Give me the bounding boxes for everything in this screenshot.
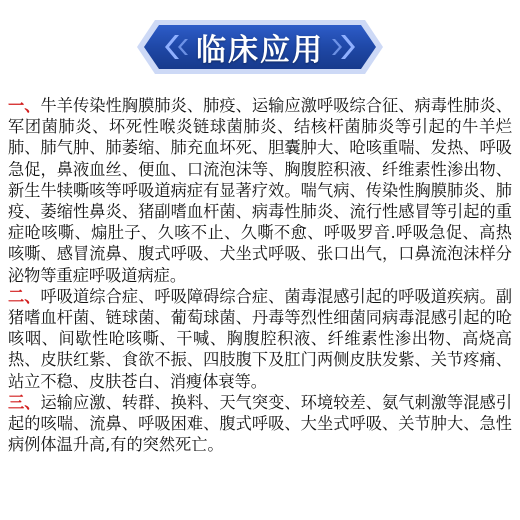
section-2-text: 呼吸道综合症、呼吸障碍综合症、菌毒混感引起的呼吸道疾病。副猪嗜血杆菌、链球菌、葡萄球菌、丹毒等烈性细菌同病毒混感引起的呛咳咽、间歇性呛咳嘶、干喊、胸腹腔积液、纤维素性渗出物、高烧高热、皮肤红紫、食欲不振、四肢腹下及肛门两侧皮肤发紫、关节疼痛、站立不稳、皮肤苍白、消瘦体衰等。: [8, 286, 513, 391]
section-1-text: 牛羊传染性胸膜肺炎、肺疫、运输应激呼吸综合征、病毒性肺炎、军团菌肺炎、坏死性喉炎链球菌肺炎、结核杆菌肺炎等引起的牛羊烂肺、肺气肿、肺萎缩、肺充血坏死、胆囊肿大、呛咳重喘、发热、呼吸急促，鼻液血丝、便血、口流泡沫等、胸腹腔积液、纤维素性渗出物、新生牛犊嘶咳等呼吸道病症有显著疗效。喘气病、传染性胸膜肺炎、肺疫、萎缩性鼻炎、猪副嗜血杆菌、病毒性肺炎、流行性感冒等引起的重症呛咳嘶、煽肚子、久咳不止、久嘶不愈、呼吸罗音.呼吸急促、高热咳嘶、感冒流鼻、腹式呼吸、犬坐式呼吸、张口出气，口鼻流泡沫样分泌物等重症呼吸道病症。: [8, 96, 513, 285]
section-3: [8, 392, 512, 456]
section-1-number: 一、: [8, 96, 41, 115]
section-2: [8, 286, 512, 392]
section-3-text: 运输应激、转群、换料、天气突变、环境较差、氨气刺激等混感引起的咳喘、流鼻、呼吸困难、腹式呼吸、大坐式呼吸、关节肿大、急性病例体温升高,有的突然死亡。: [8, 392, 513, 455]
section-2-number: 二、: [8, 286, 41, 306]
section-banner: [135, 16, 385, 78]
clinical-applications-text: [8, 95, 512, 455]
section-3-number: 三、: [8, 392, 41, 412]
page-title: 临床应用: [196, 33, 324, 68]
section-1: [8, 95, 512, 286]
